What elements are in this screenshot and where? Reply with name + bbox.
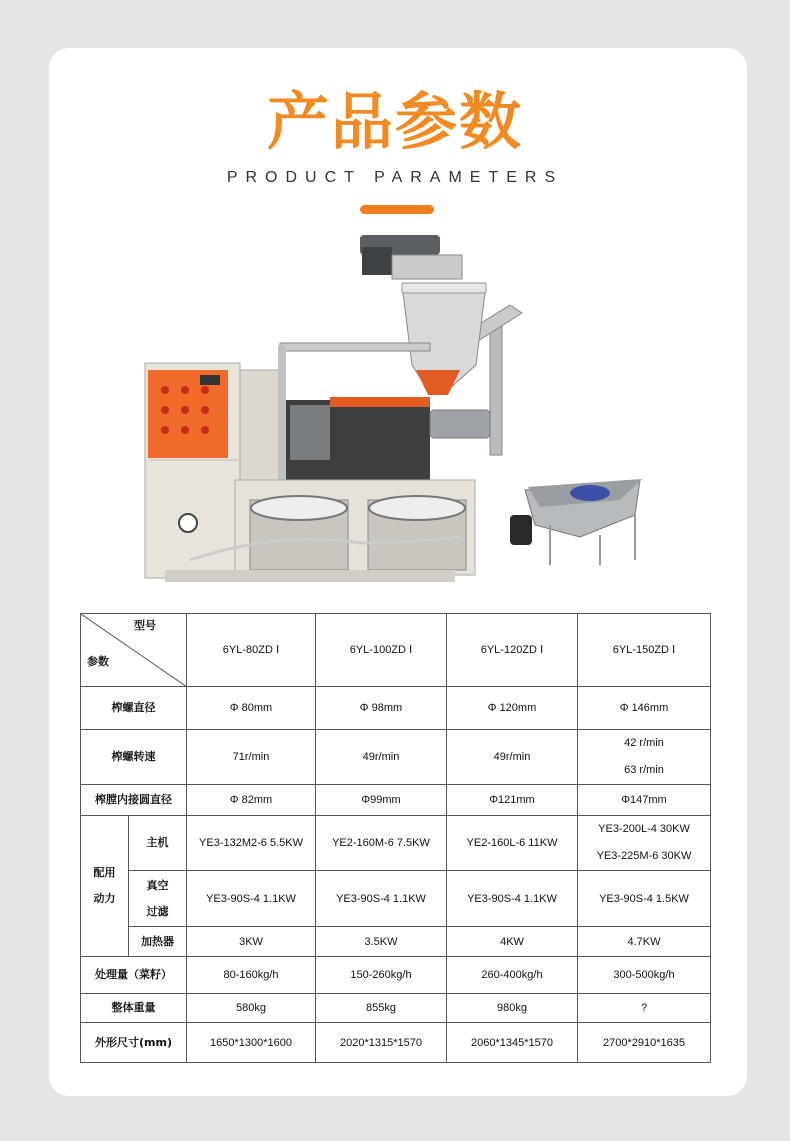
table-cell: Φ 146mm (578, 687, 711, 730)
table-cell: Φ147mm (578, 785, 711, 816)
table-cell: YE3-90S-4 1.5KW (578, 871, 711, 927)
table-row (81, 816, 711, 871)
sublabel-line: 过滤 (146, 904, 169, 918)
cell-line: YE3-200L-4 30KW (598, 823, 690, 835)
table-cell: 2020*1315*1570 (316, 1023, 447, 1063)
model-header: 6YL-120ZD Ⅰ (447, 614, 578, 687)
table-cell: Φ121mm (447, 785, 578, 816)
table-cell: 3KW (187, 927, 316, 957)
sublabel-line: 真空 (146, 878, 169, 892)
row-label: 外形尺寸(mm) (81, 1023, 187, 1063)
table-cell: 150-260kg/h (316, 957, 447, 994)
table-cell: 580kg (187, 994, 316, 1023)
row-label: 榨螺直径 (81, 687, 187, 730)
table-cell: 980kg (447, 994, 578, 1023)
corner-header-cell (81, 614, 187, 687)
table-row (81, 730, 711, 785)
cell-line: YE3-225M-6 30KW (596, 850, 692, 862)
table-cell: Φ 82mm (187, 785, 316, 816)
table-cell: YE3-90S-4 1.1KW (447, 871, 578, 927)
table-row (81, 871, 711, 927)
table-cell: 2700*2910*1635 (578, 1023, 711, 1063)
table-row (81, 927, 711, 957)
table-row (81, 994, 711, 1023)
power-label-line: 配用 (93, 866, 116, 879)
row-label: 整体重量 (81, 994, 187, 1023)
model-header: 6YL-150ZD Ⅰ (578, 614, 711, 687)
cell-line: 63 r/min (624, 764, 664, 776)
table-cell: Φ 80mm (187, 687, 316, 730)
page-title: 产品参数 (266, 85, 523, 158)
oil-press-machine-image (130, 225, 660, 595)
row-label: 榨膛内接圆直径 (81, 785, 187, 816)
table-row (81, 1023, 711, 1063)
table-cell: ? (578, 994, 711, 1023)
row-sublabel: 加热器 (129, 927, 187, 957)
table-cell: 3.5KW (316, 927, 447, 957)
table-cell: 49r/min (447, 730, 578, 785)
table-cell: 855kg (316, 994, 447, 1023)
row-sublabel: 主机 (129, 816, 187, 871)
page-subtitle: PRODUCT PARAMETERS (226, 169, 564, 186)
table-row (81, 687, 711, 730)
power-label-line: 动力 (93, 892, 116, 905)
corner-label-model: 型号 (134, 619, 156, 632)
table-cell: 71r/min (187, 730, 316, 785)
table-cell: 49r/min (316, 730, 447, 785)
table-cell: Φ 98mm (316, 687, 447, 730)
table-row (81, 957, 711, 994)
table-cell (578, 730, 711, 785)
cell-line: 42 r/min (624, 737, 664, 749)
row-label: 处理量（菜籽） (81, 957, 187, 994)
row-label: 榨螺转速 (81, 730, 187, 785)
table-cell (578, 816, 711, 871)
table-cell: 1650*1300*1600 (187, 1023, 316, 1063)
table-row (81, 785, 711, 816)
table-cell: Φ99mm (316, 785, 447, 816)
model-header: 6YL-80ZD Ⅰ (187, 614, 316, 687)
table-cell: YE2-160M-6 7.5KW (316, 816, 447, 871)
table-cell: 300-500kg/h (578, 957, 711, 994)
table-cell: Φ 120mm (447, 687, 578, 730)
table-cell: YE3-90S-4 1.1KW (316, 871, 447, 927)
corner-label-params: 参数 (87, 655, 109, 668)
table-cell: 80-160kg/h (187, 957, 316, 994)
table-cell: YE3-132M2-6 5.5KW (187, 816, 316, 871)
table-cell: 4.7KW (578, 927, 711, 957)
table-cell: YE3-90S-4 1.1KW (187, 871, 316, 927)
accent-divider (360, 205, 434, 214)
row-sublabel (129, 871, 187, 927)
table-cell: YE2-160L-6 11KW (447, 816, 578, 871)
table-cell: 260-400kg/h (447, 957, 578, 994)
table-cell: 2060*1345*1570 (447, 1023, 578, 1063)
table-cell: 4KW (447, 927, 578, 957)
table-header-row (81, 614, 711, 687)
model-header: 6YL-100ZD Ⅰ (316, 614, 447, 687)
parameters-table (80, 613, 711, 1063)
row-label-power (81, 816, 129, 957)
